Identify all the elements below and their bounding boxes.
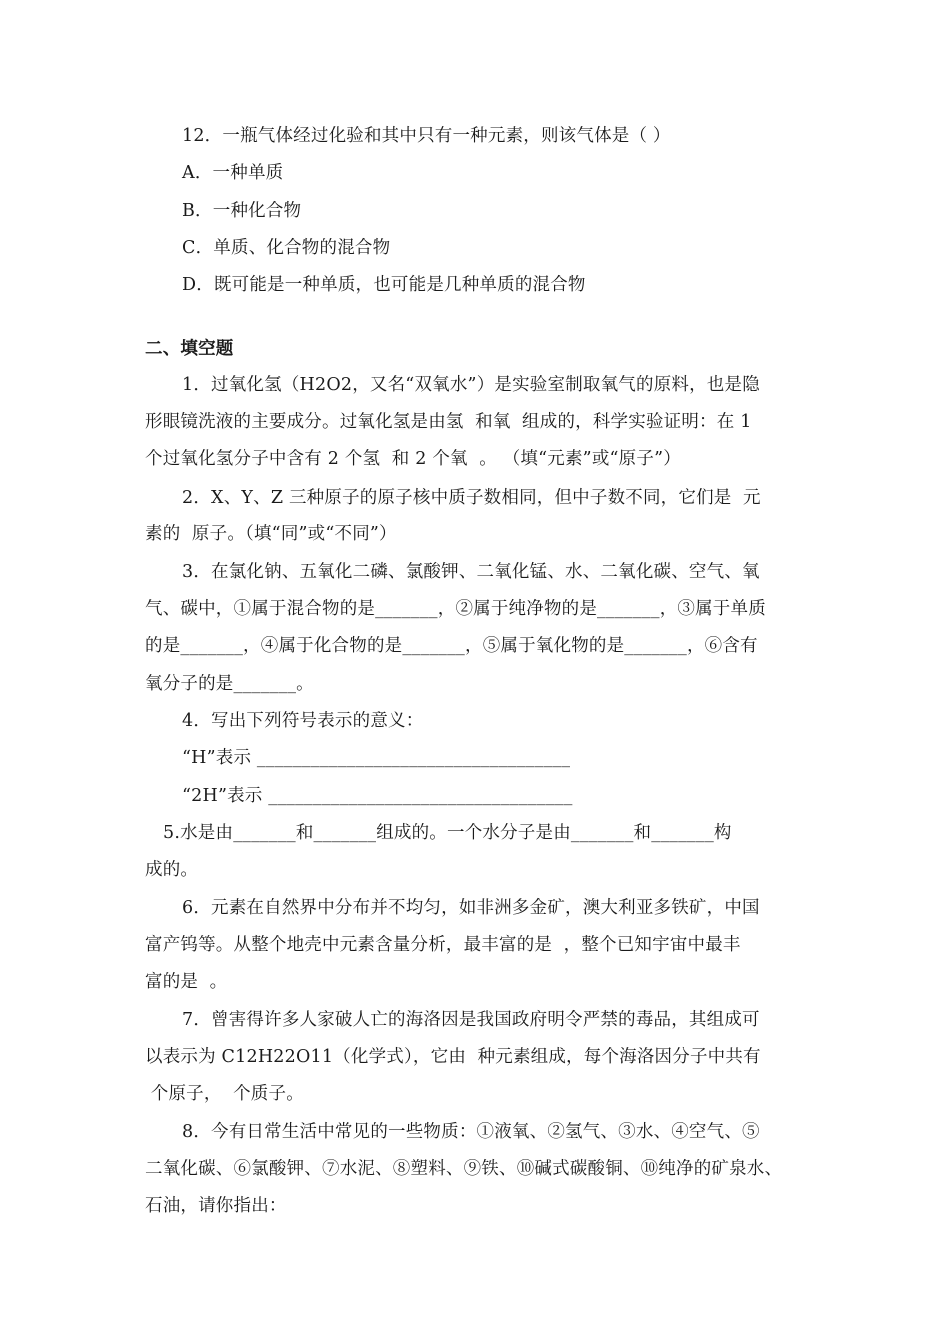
fill-q6-line3: 富的是 。 <box>145 972 228 992</box>
fill-q7-line2: 以表示为 C12H22O11（化学式），它由 种元素组成，每个海洛因分子中共有 <box>145 1047 761 1067</box>
fill-q8-line2: 二氧化碳、⑥氯酸钾、⑦水泥、⑧塑料、⑨铁、⑩碱式碳酸铜、⑩纯净的矿泉水、 <box>145 1159 783 1179</box>
fill-q8-line3: 石油，请你指出： <box>145 1196 287 1216</box>
fill-q5-line2: 成的。 <box>145 860 199 880</box>
fill-q1-line1: 1．过氧化氢（H2O2，又名“双氧水”）是实验室制取氧气的原料，也是隐 <box>182 375 760 395</box>
fill-q1-line3: 个过氧化氢分子中含有 2 个氢 和 2 个氧 。 （填“元素”或“原子”） <box>145 449 681 469</box>
fill-q2-line2: 素的 原子。（填“同”或“不同”） <box>145 524 397 544</box>
fill-q7-line1: 7．曾害得许多人家破人亡的海洛因是我国政府明令严禁的毒品，其组成可 <box>182 1010 760 1030</box>
fill-q8-line1: 8．今有日常生活中常见的一些物质：①液氧、②氢气、③水、④空气、⑤ <box>182 1122 760 1142</box>
q12-option-d: D．既可能是一种单质，也可能是几种单质的混合物 <box>182 275 586 295</box>
fill-q6-line2: 富产钨等。从整个地壳中元素含量分析，最丰富的是 ，整个已知宇宙中最丰 <box>145 935 741 955</box>
fill-q3-line4: 氧分子的是_______。 <box>145 674 314 694</box>
q12-option-b: B．一种化合物 <box>182 201 302 221</box>
section-title-fill-in: 二、填空题 <box>145 339 234 359</box>
fill-q3-line2: 气、碳中，①属于混合物的是_______，②属于纯净物的是_______，③属于单质 <box>145 599 766 619</box>
fill-q7-line3: 个原子， 个质子。 <box>145 1084 304 1104</box>
fill-q1-line2: 形眼镜洗液的主要成分。过氧化氢是由氢 和氧 组成的，科学实验证明：在 1 <box>145 412 752 432</box>
fill-q6-line1: 6．元素在自然界中分布并不均匀，如非洲多金矿，澳大利亚多铁矿，中国 <box>182 898 760 918</box>
q12-option-c: C．单质、化合物的混合物 <box>182 238 391 258</box>
fill-q2-line1: 2．X、Y、Z 三种原子的原子核中质子数相同，但中子数不同，它们是 元 <box>182 488 761 508</box>
fill-q4-line2: “H”表示 ___________________________________ <box>182 748 571 768</box>
fill-q3-line1: 3．在氯化钠、五氧化二磷、氯酸钾、二氧化锰、水、二氧化碳、空气、氧 <box>182 562 760 582</box>
q12-stem: 12．一瓶气体经过化验和其中只有一种元素，则该气体是（ ） <box>182 126 671 146</box>
fill-q3-line3: 的是_______，④属于化合物的是_______，⑤属于氧化物的是_______，⑥含有 <box>145 636 758 656</box>
fill-q5-line1: 5.水是由_______和_______组成的。一个水分子是由_______和_______构 <box>163 823 732 843</box>
fill-q4-line1: 4．写出下列符号表示的意义： <box>182 711 424 731</box>
q12-option-a: A．一种单质 <box>182 163 284 183</box>
fill-q4-line3: “2H”表示 __________________________________ <box>182 786 573 806</box>
